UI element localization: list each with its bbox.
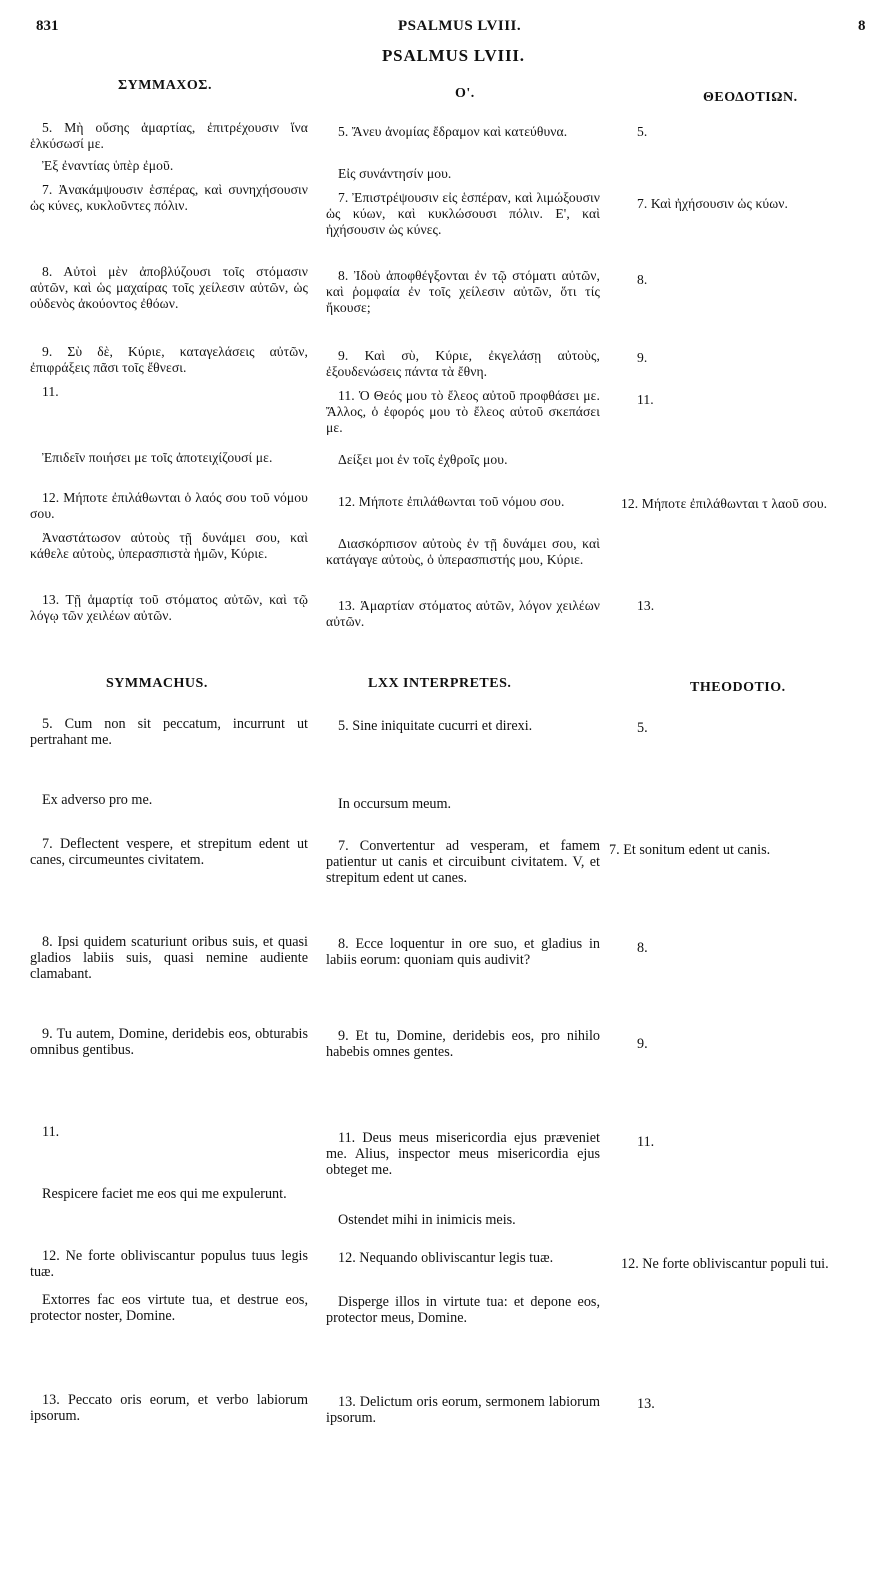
latin-symmachus-v7: 7. Deflectent vespere, et strepitum edent ut canes, circumeuntes civitatem. (30, 836, 308, 869)
greek-symmachus-v9: 9. Σὺ δὲ, Κύριε, καταγελάσεις αὐτῶν, ἐπιφράξεις πᾶσι τοῖς ἔθνεσι. (30, 344, 308, 375)
latin-lxx-v9: 9. Et tu, Domine, deridebis eos, pro nihilo habebis omnes gentes. (326, 1028, 600, 1061)
running-title: PSALMUS LVIII. (398, 18, 522, 34)
latin-lxx-v5: 5. Sine iniquitate cucurri et direxi. (338, 718, 533, 734)
greek-lxx-v5: 5. Ἄνευ ἀνομίας ἔδραμον καὶ κατεύθυνα. (338, 124, 568, 139)
greek-lxx-v12b: Διασκόρπισον αὐτοὺς ἐν τῇ δυνάμει σου, καὶ κατάγαγε αὐτοὺς, ὁ ὑπερασπιστής μου, Κύριε. (326, 536, 600, 567)
greek-theodotion-v8: 8. (637, 272, 648, 287)
latin-symmachus-v9: 9. Tu autem, Domine, deridebis eos, obturabis omnibus gentibus. (30, 1026, 308, 1059)
latin-symmachus-v11b: Respicere faciet me eos qui me expulerunt. (42, 1186, 287, 1202)
greek-lxx-v8: 8. Ἰδοὺ ἀποφθέγξονται ἐν τῷ στόματι αὐτῶν, καὶ ῥομφαία ἐν τοῖς χείλεσιν αὐτῶν, ὅτι τίς ἤκουσε; (326, 268, 600, 315)
page-number-left: 831 (36, 18, 59, 34)
latin-theodotion-v11: 11. (637, 1134, 655, 1150)
greek-symmachus-v8: 8. Αὐτοὶ μὲν ἀποβλύζουσι τοῖς στόμασιν αὐτῶν, καὶ ὡς μαχαίρας τοῖς χείλεσιν αὐτῶν, ὡς οὐδενὸς ἀκούοντος ἐθόων. (30, 264, 308, 311)
greek-symmachus-v11b: Ἐπιδεῖν ποιήσει με τοῖς ἀποτειχίζουσί με. (42, 450, 273, 465)
latin-head-septuagint: LXX INTERPRETES. (368, 676, 512, 691)
greek-theodotion-v11: 11. (637, 392, 654, 407)
latin-lxx-v7: 7. Convertentur ad vesperam, et famem patientur ut canis et circuibunt civitatem. V, et strepitum edent ut canes. (326, 838, 600, 887)
latin-lxx-v13: 13. Delictum oris eorum, sermonem labiorum ipsorum. (326, 1394, 600, 1427)
greek-theodotion-v12: 12. Μήποτε ἐπιλάθωνται τ λαοῦ σου. (621, 496, 828, 511)
latin-theodotion-v13: 13. (637, 1396, 655, 1412)
greek-head-symmachus: ΣΥΜΜΑΧΟΣ. (118, 78, 212, 93)
latin-theodotion-v5: 5. (637, 720, 648, 736)
greek-symmachus-v7: 7. Ἀνακάμψουσιν ἑσπέρας, καὶ συνηχήσουσιν ὡς κύνες, κυκλοῦντες πόλιν. (30, 182, 308, 213)
latin-symmachus-v5b: Ex adverso pro me. (42, 792, 153, 808)
greek-lxx-v11b: Δείξει μοι ἐν τοῖς ἐχθροῖς μου. (338, 452, 508, 467)
latin-lxx-v8: 8. Ecce loquentur in ore suo, et gladius in labiis eorum: quoniam quis audivit? (326, 936, 600, 969)
latin-theodotion-v7: 7. Et sonitum edent ut canis. (609, 842, 771, 858)
greek-lxx-v13: 13. Ἁμαρτίαν στόματος αὐτῶν, λόγον χειλέων αὐτῶν. (326, 598, 600, 629)
greek-head-theodotion: ΘΕΟΔΟΤΙΩΝ. (703, 90, 798, 105)
greek-symmachus-v13: 13. Τῇ ἁμαρτίᾳ τοῦ στόματος αὐτῶν, καὶ τῷ λόγῳ τῶν χειλέων αὐτῶν. (30, 592, 308, 623)
greek-theodotion-v13: 13. (637, 598, 655, 613)
latin-theodotion-v12: 12. Ne forte obliviscantur populi tui. (621, 1256, 829, 1272)
page-number-right: 8 (858, 18, 866, 34)
latin-head-theodotion: THEODOTIO. (690, 680, 786, 695)
greek-symmachus-v11: 11. (42, 384, 59, 399)
latin-symmachus-v13: 13. Peccato oris eorum, et verbo labiorum ipsorum. (30, 1392, 308, 1425)
greek-lxx-v12: 12. Μήποτε ἐπιλάθωνται τοῦ νόμου σου. (338, 494, 565, 509)
greek-symmachus-v12b: Ἀναστάτωσον αὐτοὺς τῇ δυνάμει σου, καὶ κάθελε αὐτοὺς, ὑπερασπιστὰ ἡμῶν, Κύριε. (30, 530, 308, 561)
latin-symmachus-v11: 11. (42, 1124, 60, 1140)
greek-lxx-v9: 9. Καὶ σὺ, Κύριε, ἐκγελάσῃ αὐτοὺς, ἐξουδενώσεις πάντα τὰ ἔθνη. (326, 348, 600, 379)
greek-symmachus-v5b: Ἐξ ἐναντίας ὑπὲρ ἐμοῦ. (42, 158, 174, 173)
latin-symmachus-v12: 12. Ne forte obliviscantur populus tuus legis tuæ. (30, 1248, 308, 1281)
latin-theodotion-v9: 9. (637, 1036, 648, 1052)
latin-symmachus-v8: 8. Ipsi quidem scaturiunt oribus suis, et quasi gladios labiis suis, quasi nemine audiente clamabant. (30, 934, 308, 983)
latin-lxx-v11: 11. Deus meus misericordia ejus præveniet me. Alius, inspector meus misericordia ejus obteget me. (326, 1130, 600, 1179)
greek-theodotion-v9: 9. (637, 350, 648, 365)
latin-lxx-v5b: In occursum meum. (338, 796, 452, 812)
greek-lxx-v5b: Εἰς συνάντησίν μου. (338, 166, 452, 181)
latin-lxx-v12: 12. Nequando obliviscantur legis tuæ. (338, 1250, 554, 1266)
latin-theodotion-v8: 8. (637, 940, 648, 956)
latin-symmachus-v5: 5. Cum non sit peccatum, incurrunt ut pertrahant me. (30, 716, 308, 749)
greek-lxx-v7: 7. Ἐπιστρέψουσιν εἰς ἑσπέραν, καὶ λιμώξουσιν ὡς κύων, καὶ κυκλώσουσι πόλιν. Ε', καὶ ἠχήσουσιν ὡς κύνες. (326, 190, 600, 237)
running-head (0, 18, 885, 40)
greek-head-septuagint: O'. (455, 86, 475, 101)
greek-lxx-v11: 11. Ὁ Θεός μου τὸ ἔλεος αὐτοῦ προφθάσει με. Ἄλλος, ὁ ἐφορός μου τὸ ἔλεος αὐτοῦ σκεπάσει με. (326, 388, 600, 435)
latin-lxx-v12b: Disperge illos in virtute tua: et depone eos, protector meus, Domine. (326, 1294, 600, 1327)
latin-lxx-v11b: Ostendet mihi in inimicis meis. (338, 1212, 516, 1228)
greek-symmachus-v5: 5. Μὴ οὔσης ἁμαρτίας, ἐπιτρέχουσιν ἵνα ἑλκύσωσί με. (30, 120, 308, 151)
greek-theodotion-v5: 5. (637, 124, 648, 139)
greek-symmachus-v12: 12. Μήποτε ἐπιλάθωνται ὁ λαός σου τοῦ νόμου σου. (30, 490, 308, 521)
latin-symmachus-v12b: Extorres fac eos virtute tua, et destrue eos, protector noster, Domine. (30, 1292, 308, 1325)
page-title: PSALMUS LVIII. (382, 46, 525, 65)
greek-theodotion-v7: 7. Καὶ ἠχήσουσιν ὡς κύων. (637, 196, 789, 211)
latin-head-symmachus: SYMMACHUS. (106, 676, 208, 691)
